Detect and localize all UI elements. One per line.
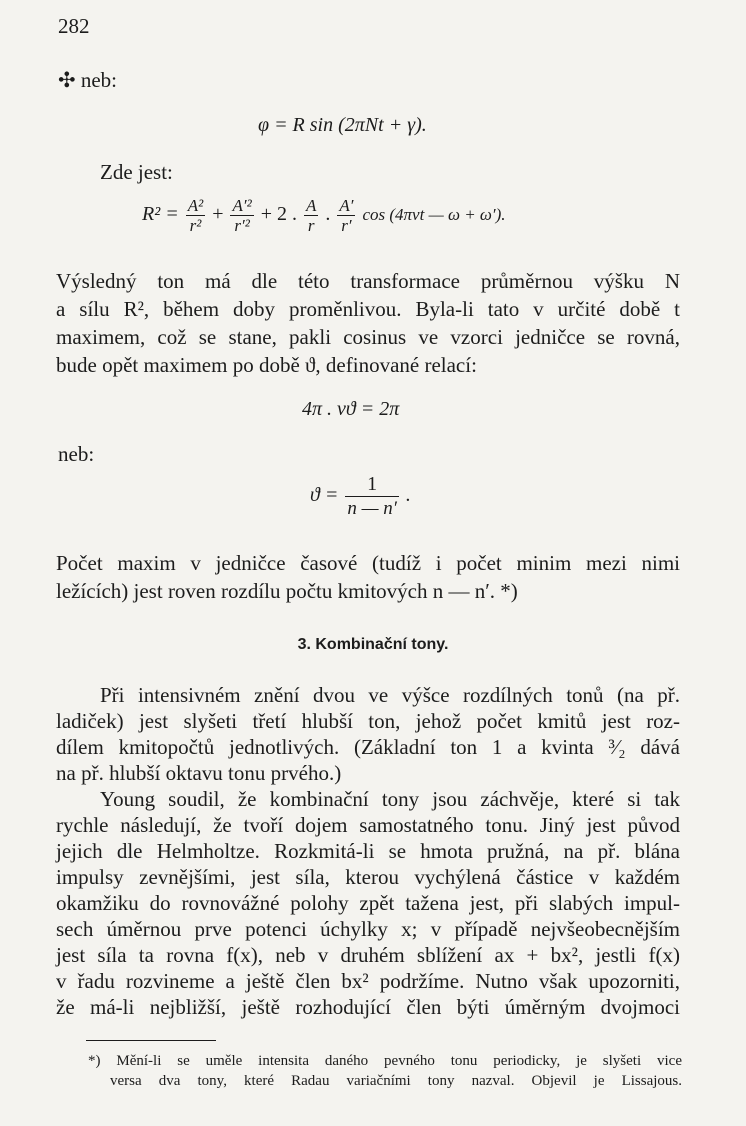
dot: . bbox=[325, 203, 331, 226]
para4-line: rychle následují, že tvoří dojem samostatného tonu. Jiný jest původ bbox=[56, 813, 680, 837]
para4-line: okamžiku do rovnovážné polohy zpět tažena jest, při slabých impul- bbox=[56, 891, 680, 915]
frac-den: r² bbox=[186, 215, 205, 235]
footnote-line: versa dva tony, které Radau variačními tony nazval. Objevil je Lissajous. bbox=[110, 1073, 682, 1089]
para1-line: Výsledný ton má dle této transformace průměrnou výšku N bbox=[56, 269, 680, 293]
para4-line: jest síla ta rovna f(x), neb v druhém sblížení ax + bx², jestli f(x) bbox=[56, 943, 680, 967]
fraction-a2p-r2p bbox=[230, 196, 253, 235]
para4-line: sech úměrnou prve potenci úchylky x; v případě nejvšeobecnějším bbox=[56, 917, 680, 941]
para1-line: a sílu R², během doby proměnlivou. Byla-li tato v určité době t bbox=[56, 297, 680, 321]
para2-line: Počet maxim v jedničce časové (tudíž i počet minim mezi nimi bbox=[56, 551, 680, 575]
frac-num: A′ bbox=[339, 196, 354, 215]
equation-theta bbox=[310, 472, 411, 521]
frac-num: A bbox=[305, 196, 317, 215]
frac-den: n — n′ bbox=[347, 498, 397, 519]
para3-line: ladiček) jest slyšeti třetí hlubší ton, jehož počet kmitů jest roz- bbox=[56, 709, 680, 733]
zde-jest-label: Zde jest: bbox=[100, 160, 173, 184]
frac-den: r bbox=[304, 215, 318, 235]
eq4-lhs: ϑ = bbox=[310, 484, 339, 507]
eq2-lhs: R² = bbox=[142, 203, 179, 226]
para2-line: ležících) jest roven rozdílu počtu kmitových n — n′. *) bbox=[56, 579, 518, 603]
eq2-cos-term: cos (4πνt — ω + ω′). bbox=[362, 205, 506, 225]
para4-line: jejich dle Helmholtze. Rozkmitá-li se hmota pružná, na př. blána bbox=[56, 839, 680, 863]
neb-label: neb: bbox=[58, 442, 95, 466]
fraction-a-r bbox=[304, 196, 318, 235]
footnote-line: *) Mění-li se uměle intensita daného pevného tonu periodicky, je slyšeti vice bbox=[88, 1053, 682, 1069]
para4-line: že má-li nejbližší, ještě rozhodující člen býti úměrným dvojmoci bbox=[56, 995, 680, 1019]
plus-sign: + bbox=[212, 203, 224, 226]
eq4-tail: . bbox=[405, 484, 411, 507]
fraction-theta bbox=[345, 472, 399, 521]
fraction-ap-rp bbox=[337, 196, 355, 235]
para4-line: v řadu rozvineme a ještě člen bx² podržíme. Nutno však upozorniti, bbox=[56, 969, 680, 993]
equation-amplitude bbox=[142, 196, 506, 235]
frac-den: r′ bbox=[337, 215, 355, 235]
page-number: 282 bbox=[58, 14, 90, 38]
para3-line: Při intensivném znění dvou ve výšce rozdílných tonů (na př. bbox=[100, 683, 680, 707]
equation-phase: φ = R sin (2πNt + γ). bbox=[258, 114, 427, 136]
fraction-a2-r2 bbox=[186, 196, 205, 235]
equation-period: 4π . νϑ = 2π bbox=[302, 398, 400, 420]
frac-num: A² bbox=[187, 196, 204, 215]
footnote-rule bbox=[86, 1040, 216, 1041]
para4-line: Young soudil, že kombinační tony jsou záchvěje, které si tak bbox=[100, 787, 680, 811]
frac-den: r′² bbox=[230, 215, 253, 235]
plus-two: + 2 . bbox=[260, 203, 297, 226]
frac-num: 1 bbox=[367, 473, 378, 495]
section-heading: 3. Kombinační tony. bbox=[297, 636, 449, 653]
intro-label: ✣ neb: bbox=[58, 68, 118, 92]
para3-line: dílem kmitopočtů jednotlivých. (Základní ton 1 a kvinta ³⁄₂ dává bbox=[56, 735, 680, 759]
frac-num: A′² bbox=[232, 196, 252, 215]
para4-line: impulsy zevnějšími, jest síla, kterou vychýlená částice v každém bbox=[56, 865, 680, 889]
para1-line: bude opět maximem po době ϑ, definované relací: bbox=[56, 353, 477, 377]
para1-line: maximem, což se stane, pakli cosinus ve vzorci jedničce se rovná, bbox=[56, 325, 680, 349]
para3-line: na př. hlubší oktavu tonu prvého.) bbox=[56, 761, 342, 785]
